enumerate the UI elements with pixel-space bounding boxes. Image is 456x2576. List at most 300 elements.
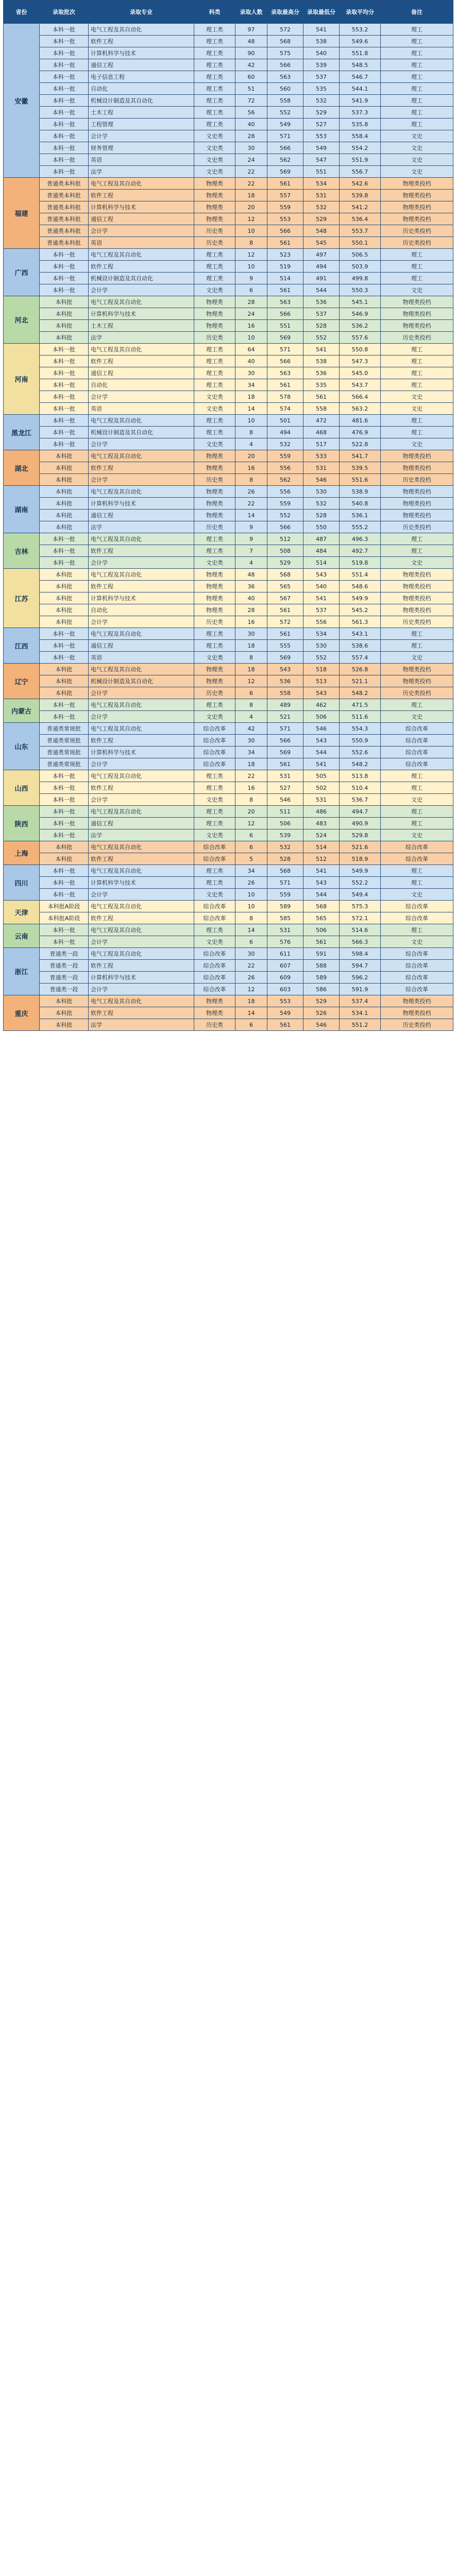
min-cell: 558 [303, 403, 340, 415]
count-cell: 12 [235, 213, 267, 225]
max-cell: 585 [267, 912, 303, 924]
note-cell: 理工 [381, 118, 453, 130]
avg-cell: 542.6 [340, 178, 381, 190]
major-cell: 会计学 [89, 758, 194, 770]
max-cell: 607 [267, 960, 303, 972]
avg-cell: 545.2 [340, 604, 381, 616]
table-row [4, 770, 453, 782]
category-cell: 理工类 [194, 261, 235, 273]
category-cell: 理工类 [194, 344, 235, 355]
avg-cell: 541.9 [340, 95, 381, 107]
province-cell: 天津 [4, 901, 40, 924]
batch-cell: 本科批 [40, 841, 89, 853]
category-cell: 物理类 [194, 190, 235, 201]
note-cell: 物理类投档 [381, 675, 453, 687]
max-cell: 566 [267, 59, 303, 71]
major-cell: 软件工程 [89, 853, 194, 865]
category-cell: 物理类 [194, 569, 235, 581]
major-cell: 会计学 [89, 391, 194, 403]
note-cell: 理工 [381, 249, 453, 261]
max-cell: 557 [267, 190, 303, 201]
max-cell: 553 [267, 213, 303, 225]
batch-cell: 本科一批 [40, 924, 89, 936]
avg-cell: 544.1 [340, 83, 381, 95]
min-cell: 536 [303, 367, 340, 379]
max-cell: 514 [267, 273, 303, 284]
table-row [4, 995, 453, 1007]
avg-cell: 548.2 [340, 687, 381, 699]
max-cell: 561 [267, 178, 303, 190]
table-row [4, 794, 453, 806]
table-row [4, 829, 453, 841]
avg-cell: 598.4 [340, 948, 381, 960]
batch-cell: 普通类本科批 [40, 201, 89, 213]
major-cell: 会计学 [89, 438, 194, 450]
category-cell: 历史类 [194, 521, 235, 533]
count-cell: 28 [235, 604, 267, 616]
category-cell: 物理类 [194, 581, 235, 592]
province-cell: 重庆 [4, 995, 40, 1031]
batch-cell: 普通类一段 [40, 972, 89, 984]
max-cell: 560 [267, 83, 303, 95]
major-cell: 会计学 [89, 474, 194, 486]
avg-cell: 561.3 [340, 616, 381, 628]
max-cell: 566 [267, 225, 303, 237]
category-cell: 物理类 [194, 462, 235, 474]
header-avg: 录取平均分 [340, 1, 381, 24]
note-cell: 理工 [381, 71, 453, 83]
category-cell: 文史类 [194, 403, 235, 415]
table-row [4, 201, 453, 213]
major-cell: 英语 [89, 652, 194, 664]
count-cell: 22 [235, 178, 267, 190]
max-cell: 563 [267, 296, 303, 308]
major-cell: 电气工程及其自动化 [89, 924, 194, 936]
max-cell: 562 [267, 154, 303, 166]
batch-cell: 本科批 [40, 569, 89, 581]
category-cell: 理工类 [194, 71, 235, 83]
note-cell: 理工 [381, 273, 453, 284]
table-body [4, 24, 453, 1031]
avg-cell: 557.4 [340, 652, 381, 664]
min-cell: 547 [303, 154, 340, 166]
avg-cell: 490.9 [340, 818, 381, 829]
min-cell: 540 [303, 581, 340, 592]
min-cell: 506 [303, 924, 340, 936]
avg-cell: 476.9 [340, 427, 381, 438]
note-cell: 文史 [381, 142, 453, 154]
batch-cell: 本科批A阶段 [40, 912, 89, 924]
table-row [4, 877, 453, 889]
avg-cell: 550.3 [340, 284, 381, 296]
major-cell: 通信工程 [89, 640, 194, 652]
min-cell: 506 [303, 711, 340, 723]
avg-cell: 563.2 [340, 403, 381, 415]
major-cell: 财务管理 [89, 142, 194, 154]
min-cell: 472 [303, 415, 340, 427]
table-row [4, 320, 453, 332]
major-cell: 英语 [89, 154, 194, 166]
min-cell: 537 [303, 308, 340, 320]
note-cell: 综合改革 [381, 841, 453, 853]
min-cell: 529 [303, 107, 340, 118]
min-cell: 565 [303, 912, 340, 924]
batch-cell: 本科一批 [40, 391, 89, 403]
max-cell: 528 [267, 853, 303, 865]
note-cell: 文史 [381, 403, 453, 415]
table-row [4, 83, 453, 95]
max-cell: 552 [267, 510, 303, 521]
table-row [4, 901, 453, 912]
avg-cell: 554.3 [340, 723, 381, 735]
category-cell: 理工类 [194, 24, 235, 36]
major-cell: 软件工程 [89, 735, 194, 747]
table-row [4, 664, 453, 675]
major-cell: 会计学 [89, 284, 194, 296]
batch-cell: 本科一批 [40, 367, 89, 379]
batch-cell: 本科批 [40, 521, 89, 533]
table-row [4, 675, 453, 687]
min-cell: 526 [303, 1007, 340, 1019]
count-cell: 4 [235, 557, 267, 569]
major-cell: 英语 [89, 403, 194, 415]
avg-cell: 551.8 [340, 47, 381, 59]
min-cell: 544 [303, 284, 340, 296]
max-cell: 556 [267, 486, 303, 498]
note-cell: 综合改革 [381, 984, 453, 995]
note-cell: 理工 [381, 818, 453, 829]
major-cell: 自动化 [89, 604, 194, 616]
avg-cell: 503.9 [340, 261, 381, 273]
category-cell: 综合改革 [194, 853, 235, 865]
category-cell: 物理类 [194, 320, 235, 332]
category-cell: 理工类 [194, 782, 235, 794]
count-cell: 8 [235, 652, 267, 664]
major-cell: 电气工程及其自动化 [89, 865, 194, 877]
min-cell: 536 [303, 296, 340, 308]
major-cell: 自动化 [89, 83, 194, 95]
max-cell: 506 [267, 818, 303, 829]
table-row [4, 758, 453, 770]
max-cell: 543 [267, 664, 303, 675]
category-cell: 理工类 [194, 533, 235, 545]
min-cell: 543 [303, 877, 340, 889]
major-cell: 电气工程及其自动化 [89, 723, 194, 735]
batch-cell: 本科批 [40, 510, 89, 521]
category-cell: 文史类 [194, 889, 235, 901]
major-cell: 会计学 [89, 616, 194, 628]
avg-cell: 549.9 [340, 592, 381, 604]
count-cell: 16 [235, 462, 267, 474]
min-cell: 537 [303, 604, 340, 616]
max-cell: 489 [267, 699, 303, 711]
min-cell: 531 [303, 462, 340, 474]
category-cell: 文史类 [194, 438, 235, 450]
category-cell: 理工类 [194, 118, 235, 130]
batch-cell: 本科批 [40, 450, 89, 462]
table-row [4, 474, 453, 486]
category-cell: 历史类 [194, 225, 235, 237]
count-cell: 4 [235, 438, 267, 450]
min-cell: 540 [303, 47, 340, 59]
max-cell: 494 [267, 427, 303, 438]
category-cell: 文史类 [194, 130, 235, 142]
count-cell: 16 [235, 782, 267, 794]
avg-cell: 591.9 [340, 984, 381, 995]
avg-cell: 529.8 [340, 829, 381, 841]
note-cell: 理工 [381, 782, 453, 794]
count-cell: 26 [235, 972, 267, 984]
batch-cell: 本科批 [40, 604, 89, 616]
avg-cell: 519.8 [340, 557, 381, 569]
max-cell: 508 [267, 545, 303, 557]
avg-cell: 553.7 [340, 225, 381, 237]
category-cell: 综合改革 [194, 912, 235, 924]
major-cell: 计算机科学与技术 [89, 201, 194, 213]
count-cell: 42 [235, 723, 267, 735]
avg-cell: 537.3 [340, 107, 381, 118]
batch-cell: 本科一批 [40, 794, 89, 806]
batch-cell: 本科一批 [40, 166, 89, 178]
category-cell: 理工类 [194, 95, 235, 107]
count-cell: 12 [235, 984, 267, 995]
note-cell: 综合改革 [381, 747, 453, 758]
note-cell: 综合改革 [381, 912, 453, 924]
min-cell: 543 [303, 735, 340, 747]
max-cell: 565 [267, 581, 303, 592]
count-cell: 16 [235, 320, 267, 332]
table-row [4, 912, 453, 924]
category-cell: 理工类 [194, 699, 235, 711]
category-cell: 综合改革 [194, 948, 235, 960]
table-row [4, 118, 453, 130]
major-cell: 英语 [89, 237, 194, 249]
category-cell: 文史类 [194, 284, 235, 296]
major-cell: 电气工程及其自动化 [89, 770, 194, 782]
category-cell: 理工类 [194, 36, 235, 47]
count-cell: 14 [235, 403, 267, 415]
min-cell: 529 [303, 995, 340, 1007]
major-cell: 软件工程 [89, 545, 194, 557]
min-cell: 539 [303, 59, 340, 71]
note-cell: 物理类投档 [381, 510, 453, 521]
batch-cell: 本科批 [40, 332, 89, 344]
max-cell: 561 [267, 628, 303, 640]
min-cell: 550 [303, 521, 340, 533]
count-cell: 8 [235, 912, 267, 924]
max-cell: 532 [267, 841, 303, 853]
count-cell: 12 [235, 249, 267, 261]
batch-cell: 本科一批 [40, 415, 89, 427]
major-cell: 电气工程及其自动化 [89, 249, 194, 261]
batch-cell: 本科一批 [40, 889, 89, 901]
header-note: 备注 [381, 1, 453, 24]
category-cell: 理工类 [194, 806, 235, 818]
batch-cell: 普通类本科批 [40, 213, 89, 225]
max-cell: 566 [267, 142, 303, 154]
avg-cell: 494.7 [340, 806, 381, 818]
avg-cell: 572.1 [340, 912, 381, 924]
category-cell: 文史类 [194, 142, 235, 154]
note-cell: 物理类投档 [381, 995, 453, 1007]
count-cell: 14 [235, 510, 267, 521]
avg-cell: 550.9 [340, 735, 381, 747]
batch-cell: 本科一批 [40, 24, 89, 36]
note-cell: 理工 [381, 355, 453, 367]
avg-cell: 537.4 [340, 995, 381, 1007]
batch-cell: 本科一批 [40, 557, 89, 569]
note-cell: 文史 [381, 130, 453, 142]
major-cell: 计算机科学与技术 [89, 592, 194, 604]
avg-cell: 545.0 [340, 367, 381, 379]
table-header [4, 1, 453, 24]
min-cell: 586 [303, 984, 340, 995]
province-cell: 福建 [4, 178, 40, 249]
count-cell: 10 [235, 415, 267, 427]
major-cell: 软件工程 [89, 1007, 194, 1019]
major-cell: 通信工程 [89, 213, 194, 225]
table-row [4, 332, 453, 344]
major-cell: 机械设计制造及其自动化 [89, 273, 194, 284]
avg-cell: 471.5 [340, 699, 381, 711]
category-cell: 历史类 [194, 1019, 235, 1031]
batch-cell: 本科一批 [40, 142, 89, 154]
category-cell: 物理类 [194, 498, 235, 510]
category-cell: 历史类 [194, 474, 235, 486]
batch-cell: 普通类常规批 [40, 735, 89, 747]
category-cell: 综合改革 [194, 901, 235, 912]
major-cell: 软件工程 [89, 355, 194, 367]
count-cell: 20 [235, 201, 267, 213]
note-cell: 理工 [381, 379, 453, 391]
count-cell: 28 [235, 130, 267, 142]
avg-cell: 536.7 [340, 794, 381, 806]
major-cell: 软件工程 [89, 190, 194, 201]
min-cell: 544 [303, 889, 340, 901]
avg-cell: 546.9 [340, 308, 381, 320]
min-cell: 548 [303, 225, 340, 237]
max-cell: 574 [267, 403, 303, 415]
count-cell: 5 [235, 853, 267, 865]
note-cell: 物理类投档 [381, 296, 453, 308]
admission-table [3, 0, 453, 1031]
min-cell: 486 [303, 806, 340, 818]
count-cell: 30 [235, 948, 267, 960]
avg-cell: 551.4 [340, 569, 381, 581]
min-cell: 487 [303, 533, 340, 545]
batch-cell: 本科一批 [40, 284, 89, 296]
max-cell: 529 [267, 557, 303, 569]
batch-cell: 本科一批 [40, 628, 89, 640]
avg-cell: 547.3 [340, 355, 381, 367]
table-row [4, 640, 453, 652]
major-cell: 会计学 [89, 557, 194, 569]
count-cell: 40 [235, 118, 267, 130]
count-cell: 34 [235, 747, 267, 758]
note-cell: 理工 [381, 47, 453, 59]
category-cell: 文史类 [194, 557, 235, 569]
table-row [4, 782, 453, 794]
category-cell: 物理类 [194, 995, 235, 1007]
avg-cell: 549.4 [340, 889, 381, 901]
table-row [4, 273, 453, 284]
table-row [4, 853, 453, 865]
avg-cell: 552.6 [340, 747, 381, 758]
major-cell: 软件工程 [89, 261, 194, 273]
avg-cell: 536.4 [340, 213, 381, 225]
avg-cell: 549.6 [340, 36, 381, 47]
avg-cell: 538.9 [340, 486, 381, 498]
major-cell: 会计学 [89, 984, 194, 995]
table-row [4, 723, 453, 735]
avg-cell: 551.9 [340, 154, 381, 166]
min-cell: 531 [303, 794, 340, 806]
max-cell: 553 [267, 995, 303, 1007]
avg-cell: 538.6 [340, 640, 381, 652]
table-row [4, 438, 453, 450]
category-cell: 文史类 [194, 391, 235, 403]
major-cell: 工程管理 [89, 118, 194, 130]
max-cell: 572 [267, 24, 303, 36]
count-cell: 18 [235, 190, 267, 201]
batch-cell: 普通类本科批 [40, 190, 89, 201]
note-cell: 理工 [381, 415, 453, 427]
avg-cell: 540.8 [340, 498, 381, 510]
max-cell: 512 [267, 533, 303, 545]
min-cell: 530 [303, 486, 340, 498]
table-row [4, 687, 453, 699]
note-cell: 物理类投档 [381, 581, 453, 592]
min-cell: 591 [303, 948, 340, 960]
province-cell: 陕西 [4, 806, 40, 841]
min-cell: 530 [303, 640, 340, 652]
avg-cell: 594.7 [340, 960, 381, 972]
major-cell: 机械设计制造及其自动化 [89, 675, 194, 687]
max-cell: 559 [267, 498, 303, 510]
major-cell: 电气工程及其自动化 [89, 806, 194, 818]
max-cell: 571 [267, 130, 303, 142]
min-cell: 502 [303, 782, 340, 794]
major-cell: 法学 [89, 166, 194, 178]
category-cell: 物理类 [194, 308, 235, 320]
max-cell: 501 [267, 415, 303, 427]
batch-cell: 本科一批 [40, 652, 89, 664]
note-cell: 物理类投档 [381, 604, 453, 616]
count-cell: 6 [235, 687, 267, 699]
major-cell: 会计学 [89, 936, 194, 948]
major-cell: 法学 [89, 521, 194, 533]
major-cell: 电气工程及其自动化 [89, 841, 194, 853]
table-row [4, 142, 453, 154]
max-cell: 555 [267, 640, 303, 652]
count-cell: 6 [235, 841, 267, 853]
count-cell: 40 [235, 592, 267, 604]
table-row [4, 984, 453, 995]
category-cell: 理工类 [194, 59, 235, 71]
major-cell: 电气工程及其自动化 [89, 569, 194, 581]
min-cell: 552 [303, 332, 340, 344]
category-cell: 物理类 [194, 213, 235, 225]
count-cell: 22 [235, 770, 267, 782]
count-cell: 9 [235, 273, 267, 284]
header-max: 录取最高分 [267, 1, 303, 24]
note-cell: 历史类投档 [381, 225, 453, 237]
avg-cell: 549.9 [340, 865, 381, 877]
note-cell: 理工 [381, 36, 453, 47]
batch-cell: 普通类一段 [40, 960, 89, 972]
avg-cell: 536.2 [340, 320, 381, 332]
max-cell: 549 [267, 118, 303, 130]
